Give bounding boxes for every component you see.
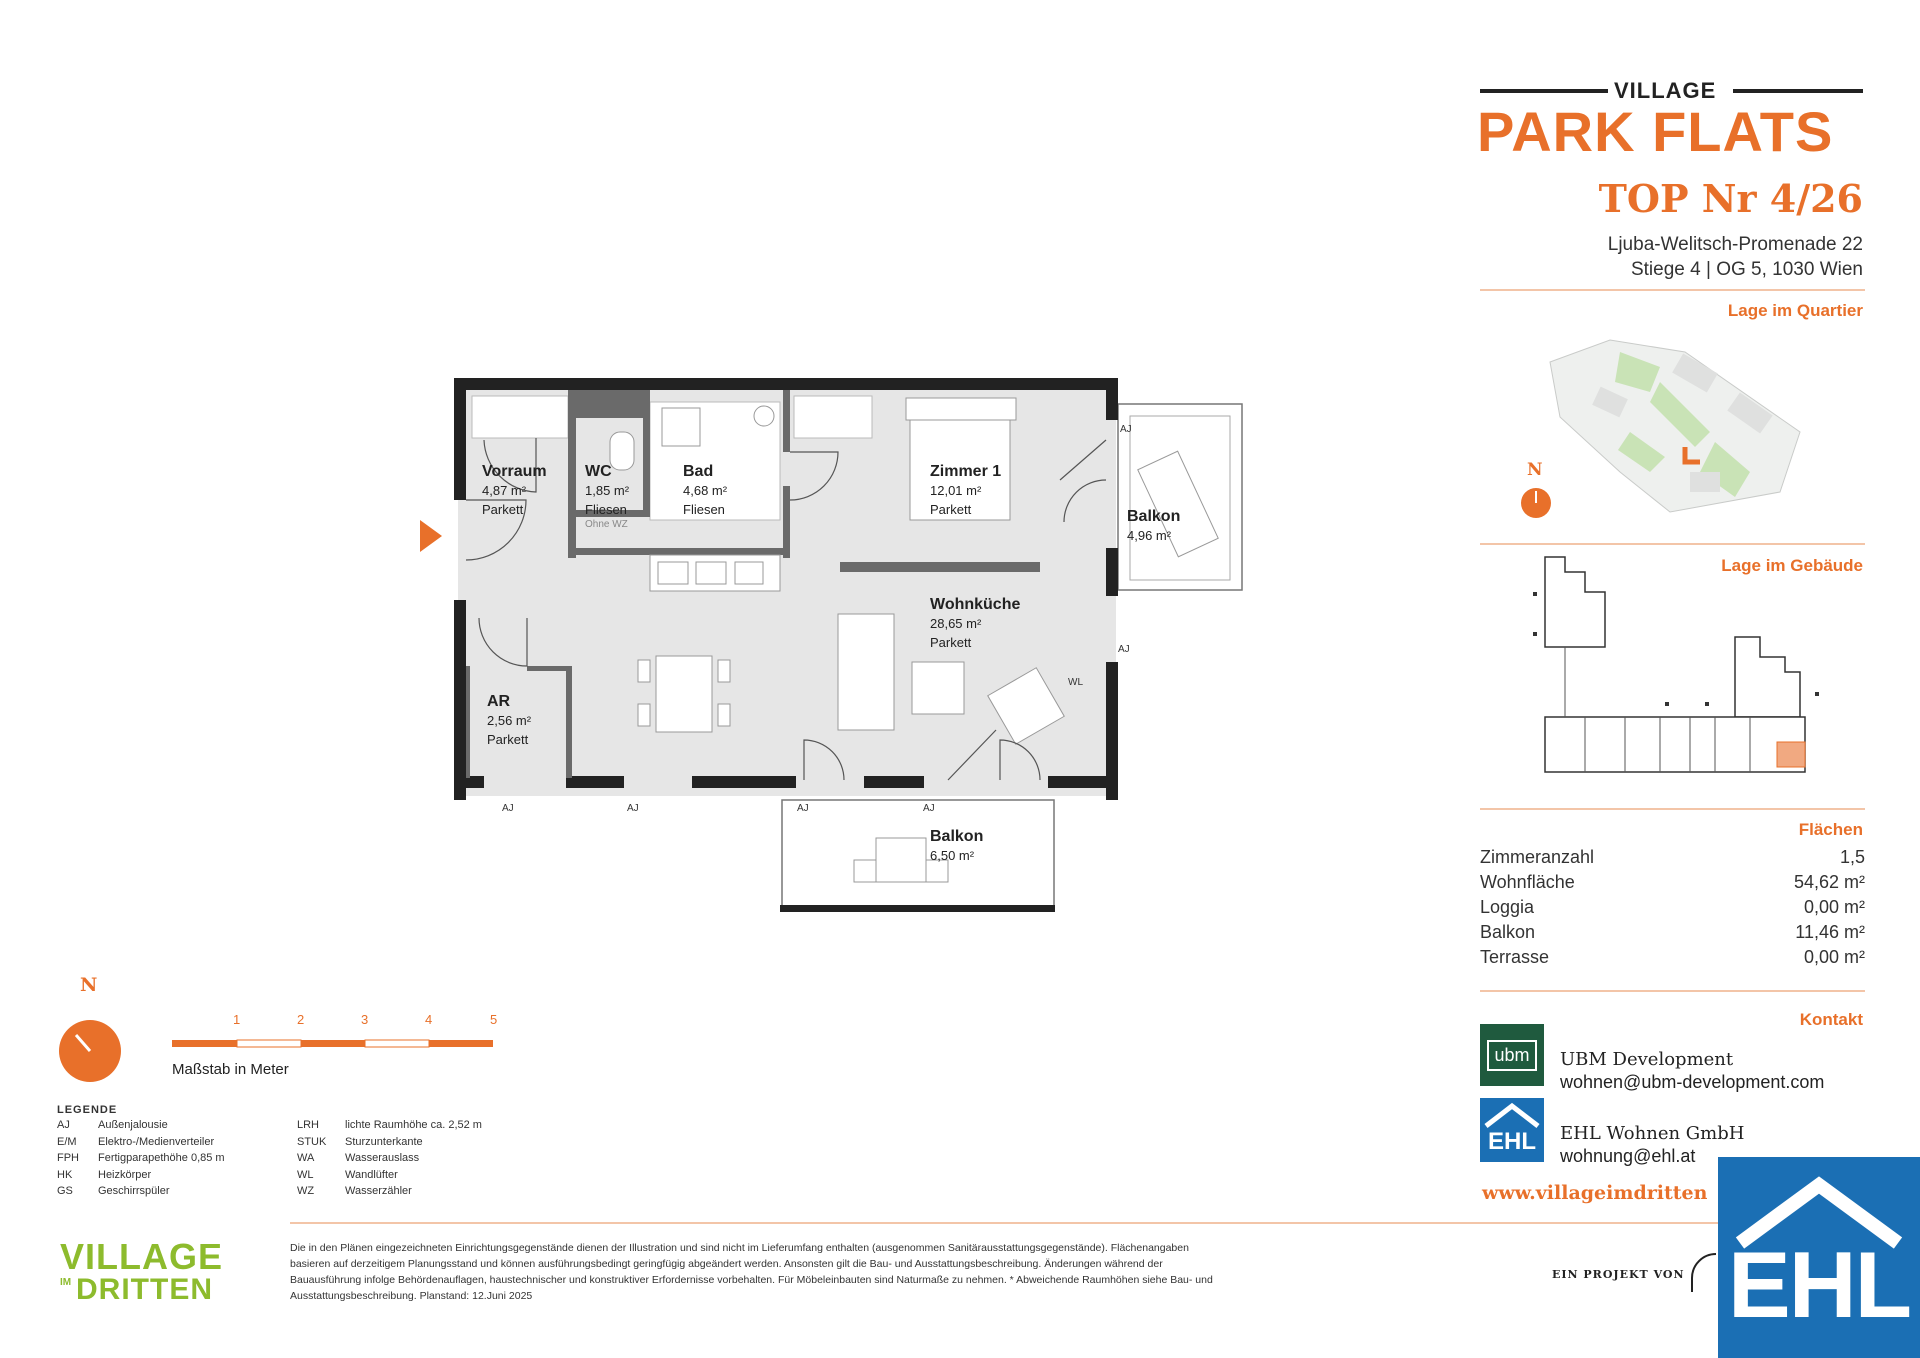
room-floor: Fliesen xyxy=(683,502,725,517)
area-value: 11,46 m² xyxy=(1795,922,1865,942)
legend-item xyxy=(57,1169,225,1186)
legend-code: LRH xyxy=(297,1119,320,1131)
brand-village-line xyxy=(1480,78,1865,102)
legend-item xyxy=(297,1136,482,1153)
areas-table xyxy=(1480,847,1865,972)
legend-item xyxy=(297,1185,482,1202)
legend-text: Heizkörper xyxy=(98,1168,152,1181)
area-row xyxy=(1480,872,1865,897)
north-label-map: N xyxy=(1527,460,1543,480)
brand-title: PARK FLATS xyxy=(1477,100,1834,163)
room-zimmer-1 xyxy=(930,463,1001,519)
area-row xyxy=(1480,897,1865,922)
projekt-von-label: EIN PROJEKT VON xyxy=(1552,1268,1685,1281)
logo-small: IM xyxy=(60,1277,72,1288)
village-im-dritten-logo xyxy=(60,1236,240,1306)
legend-item xyxy=(297,1152,482,1169)
room-name: AR xyxy=(487,693,511,710)
room-name: Vorraum xyxy=(482,463,547,480)
room-name: Zimmer 1 xyxy=(930,463,1002,480)
room-area: 12,01 m² xyxy=(930,483,982,498)
legend-title: LEGENDE xyxy=(57,1104,118,1116)
legend-item xyxy=(297,1169,482,1186)
area-label: Zimmeranzahl xyxy=(1480,847,1595,867)
room-area: 4,68 m² xyxy=(683,483,728,498)
house-icon xyxy=(1480,1100,1544,1130)
mark-aj: AJ xyxy=(502,803,514,814)
legend-text: Elektro-/Medienverteiler xyxy=(98,1135,215,1148)
legend-item xyxy=(297,1119,482,1136)
room-wohnkueche xyxy=(930,596,1020,652)
section-lage-gebaeude: Lage im Gebäude xyxy=(1721,556,1863,575)
room-area: 1,85 m² xyxy=(585,483,630,498)
legend-text: Wasserauslass xyxy=(345,1152,420,1164)
room-name: Bad xyxy=(683,463,714,480)
mark-aj: AJ xyxy=(797,803,809,814)
address-line-2: Stiege 4 | OG 5, 1030 Wien xyxy=(1630,259,1863,280)
mark-aj: AJ xyxy=(1120,424,1132,435)
legend-item xyxy=(57,1119,225,1136)
compass-icon xyxy=(1520,487,1552,519)
scale-caption: Maßstab in Meter xyxy=(172,1061,289,1078)
footer-divider xyxy=(290,1222,1720,1224)
contact-name: EHL Wohnen GmbH xyxy=(1560,1123,1745,1144)
contact-email[interactable]: wohnung@ehl.at xyxy=(1560,1146,1696,1166)
scale-bar xyxy=(172,1038,502,1050)
room-floor: Parkett xyxy=(930,502,972,517)
divider xyxy=(1480,990,1865,992)
room-name: Balkon xyxy=(930,828,984,845)
room-floor: Parkett xyxy=(482,502,524,517)
legend-text: Geschirrspüler xyxy=(98,1185,170,1197)
divider xyxy=(1480,808,1865,810)
scale-tick: 2 xyxy=(297,1012,305,1027)
room-note: Ohne WZ xyxy=(585,519,628,530)
legend-code: GS xyxy=(57,1185,73,1197)
ehl-logo-text: EHL xyxy=(1488,1128,1536,1155)
room-balkon-south xyxy=(930,828,983,865)
room-area: 4,87 m² xyxy=(482,483,527,498)
contact-email[interactable]: wohnen@ubm-development.com xyxy=(1560,1072,1825,1092)
room-floor: Fliesen xyxy=(585,502,627,517)
room-ar xyxy=(487,693,531,749)
area-value: 0,00 m² xyxy=(1803,897,1865,917)
address-line-1: Ljuba-Welitsch-Promenade 22 xyxy=(1607,234,1863,255)
area-value: 1,5 xyxy=(1839,847,1865,867)
unit-number: TOP Nr 4/26 xyxy=(1598,176,1863,221)
brand-village: VILLAGE xyxy=(1614,78,1717,103)
area-label: Loggia xyxy=(1480,897,1535,917)
compass-icon xyxy=(57,1018,123,1084)
entrance-arrow-icon xyxy=(420,520,442,552)
room-name: WC xyxy=(585,463,612,480)
legend-code: STUK xyxy=(297,1135,327,1148)
legend-text: lichte Raumhöhe ca. 2,52 m xyxy=(345,1119,482,1131)
room-area: 6,50 m² xyxy=(930,848,975,863)
legend-item xyxy=(57,1152,225,1169)
scale-tick: 1 xyxy=(233,1012,241,1027)
room-vorraum xyxy=(482,463,547,519)
legend-code: WL xyxy=(297,1168,314,1181)
legend-text: Wasserzähler xyxy=(345,1185,412,1197)
section-flaechen: Flächen xyxy=(1798,820,1863,839)
divider xyxy=(1480,289,1865,291)
room-wc xyxy=(585,463,629,530)
room-area: 4,96 m² xyxy=(1127,528,1172,543)
room-balkon-east xyxy=(1127,508,1180,545)
ehl-logo xyxy=(1480,1098,1544,1162)
area-value: 0,00 m² xyxy=(1803,947,1865,967)
legend-item xyxy=(57,1136,225,1153)
logo-line-2: DRITTEN xyxy=(76,1273,213,1306)
legend-text: Sturzunterkante xyxy=(345,1135,423,1148)
scale-tick: 3 xyxy=(361,1012,369,1027)
ubm-logo-text: ubm xyxy=(1487,1040,1536,1071)
section-kontakt: Kontakt xyxy=(1799,1010,1863,1029)
logo-line-1: VILLAGE xyxy=(60,1236,224,1277)
legend-code: E/M xyxy=(57,1135,77,1148)
area-label: Wohnfläche xyxy=(1480,872,1575,892)
legend-item xyxy=(57,1185,225,1202)
room-area: 2,56 m² xyxy=(487,713,532,728)
scale-ticks xyxy=(172,1012,502,1032)
website-link[interactable]: www.villageimdritten xyxy=(1482,1182,1708,1204)
kitchen-island-divider xyxy=(840,562,1040,572)
mark-aj: AJ xyxy=(1118,644,1130,655)
mark-wl: WL xyxy=(1068,677,1083,688)
floor-plan xyxy=(400,360,1260,920)
legend-code: WZ xyxy=(297,1185,315,1197)
section-lage-quartier: Lage im Quartier xyxy=(1727,301,1863,320)
area-label: Balkon xyxy=(1480,922,1536,942)
balcony-south-wall xyxy=(780,905,1055,912)
legend-code: HK xyxy=(57,1168,73,1181)
mark-aj: AJ xyxy=(923,803,935,814)
room-name: Wohnküche xyxy=(930,596,1021,613)
legend-code: AJ xyxy=(57,1119,70,1131)
legend-code: WA xyxy=(297,1152,315,1164)
room-name: Balkon xyxy=(1127,508,1181,525)
room-area: 28,65 m² xyxy=(930,616,982,631)
area-value: 54,62 m² xyxy=(1793,872,1865,892)
room-bad xyxy=(683,463,727,519)
contact-name: UBM Development xyxy=(1560,1049,1734,1070)
area-row xyxy=(1480,947,1865,972)
legend-text: Fertigparapethöhe 0,85 m xyxy=(98,1152,225,1164)
ubm-logo xyxy=(1480,1024,1544,1086)
divider xyxy=(1480,543,1865,545)
legend xyxy=(57,1104,537,1197)
building-location-plan xyxy=(1525,552,1835,782)
north-label: N xyxy=(80,974,98,996)
area-row xyxy=(1480,847,1865,872)
legend-code: FPH xyxy=(57,1152,79,1164)
ehl-badge-text: EHL xyxy=(1728,1232,1910,1337)
mark-aj: AJ xyxy=(627,803,639,814)
area-row xyxy=(1480,922,1865,947)
legend-text: Wandlüfter xyxy=(345,1168,398,1181)
legend-text: Außenjalousie xyxy=(98,1119,168,1131)
room-floor: Parkett xyxy=(930,635,972,650)
disclaimer-text: Die in den Plänen eingezeichneten Einrichtungsgegenstände dienen der Illustration und sind nicht im Lieferumfang enthalten (ausgenommen Sanitärausstattungsgegenstände). Flächenangaben basieren auf derzeitigem Planungsstand und können ausführungsbedingt geringfügig abgeändert werden. Ansonsten gilt die Bau- und Ausstattungsbeschreibung. Änderungen während der Bauausführung infolge Behördenauflagen, haustechnischer und konstruktiver Erfordernisse vorbehalten. Für Möbeleinbauten sind Naturmaße zu nehmen. * Abweichende Raumhöhen siehe Bau- und Ausstattungsbeschreibung. Planstand: 12.Juni 2025 xyxy=(290,1242,1213,1302)
room-floor: Parkett xyxy=(487,732,529,747)
area-label: Terrasse xyxy=(1480,947,1550,967)
ehl-corner-badge xyxy=(1718,1157,1920,1358)
scale-tick: 4 xyxy=(425,1012,433,1027)
scale-tick: 5 xyxy=(490,1012,498,1027)
partner-arc-icon xyxy=(1688,1250,1718,1295)
